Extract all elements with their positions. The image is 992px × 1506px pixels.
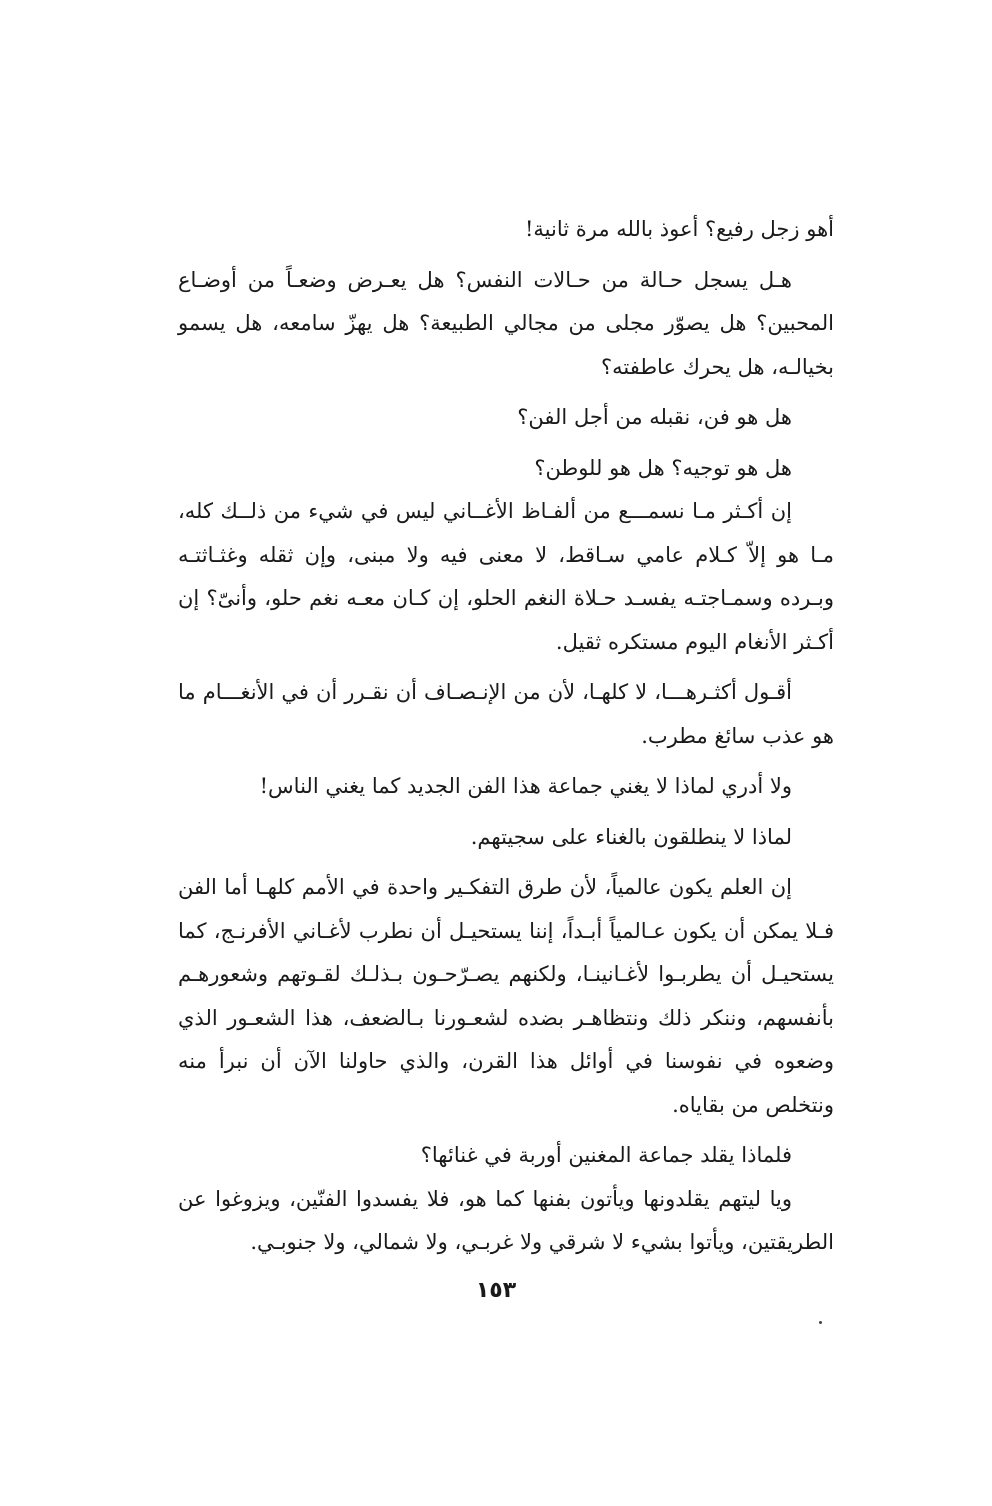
paragraph: أقـول أكثـرهـــا، لا كلهـا، لأن من الإنـصـاف أن نقـرر أن في الأنغـــام ما هو عذب سائغ مطرب.: [178, 680, 834, 748]
paragraph: إن أكـثر مـا نسمـــع من ألفـاظ الأغــاني ليس في شيء من ذلــك كله، مـا هو إلاّ كـلام عامي سـاقط، لا معنى فيه ولا مبنى، وإن ثقله وغثـاثتـه وبـرده وسمـاجتـه يفسـد حـلاة النغم الحلو، إن كـان معـه نغم حلو، وأنىّ؟ إن أكـثر الأنغام اليوم مستكره ثقيل.: [178, 499, 834, 654]
page-number: ١٥٣: [475, 1278, 517, 1303]
scan-speck: [819, 1321, 822, 1324]
paragraph: ولا أدري لماذا لا يغني جماعة هذا الفن الجديد كما يغني الناس!: [259, 774, 792, 798]
paragraph: لماذا لا ينطلقون بالغناء على سجيتهم.: [470, 824, 792, 849]
paragraph: ويا ليتهم يقلدونها ويأتون بفنها كما هو، فلا يفسدوا الفنّين، ويزوغوا عن الطريقتين، ويأتوا بشيء لا شرقي ولا غربـي، ولا شمالي، ولا جنوبـي.: [178, 1186, 834, 1254]
paragraph: فلماذا يقلد جماعة المغنين أوربة في غنائها؟: [420, 1143, 792, 1167]
paragraph: هل هو توجيه؟ هل هو للوطن؟: [534, 455, 792, 480]
paragraph: هل هو فن، نقبله من أجل الفن؟: [517, 405, 792, 429]
paragraph: أهو زجل رفيع؟ أعوذ بالله مرة ثانية!: [524, 217, 834, 241]
body-text: [178, 208, 834, 1265]
paragraph: هـل يسجل حـالة من حـالات النفس؟ هل يعـرض وضعـاً من أوضـاع المحبين؟ هل يصوّر مجلى من مجالي الطبيعة؟ هل يهزّ سامعه، هل يسمو بخيالـه، هل يحرك عاطفته؟: [178, 267, 834, 379]
paragraph: إن العلم يكون عالمياً، لأن طرق التفكـير واحدة في الأمم كلهـا أما الفن فـلا يمكن أن يكون عـالمياً أبـداً، إننا يستحيـل أن نطرب لأغـاني الأفرنـج، كما يستحيـل أن يطربـوا لأغـانينـا، ولكنهم يصـرّحـون بـذلـك لقـوتهم وشعورهـم بأنفسهم، وننكر ذلك ونتظاهـر بضده لشعـورنا بـالضعف، هذا الشعـور الذي وضعوه في نفوسنا في أوائل هذا القرن، والذي حاولنا الآن أن نبرأ منه ونتخلص من بقاياه.: [178, 875, 834, 1117]
